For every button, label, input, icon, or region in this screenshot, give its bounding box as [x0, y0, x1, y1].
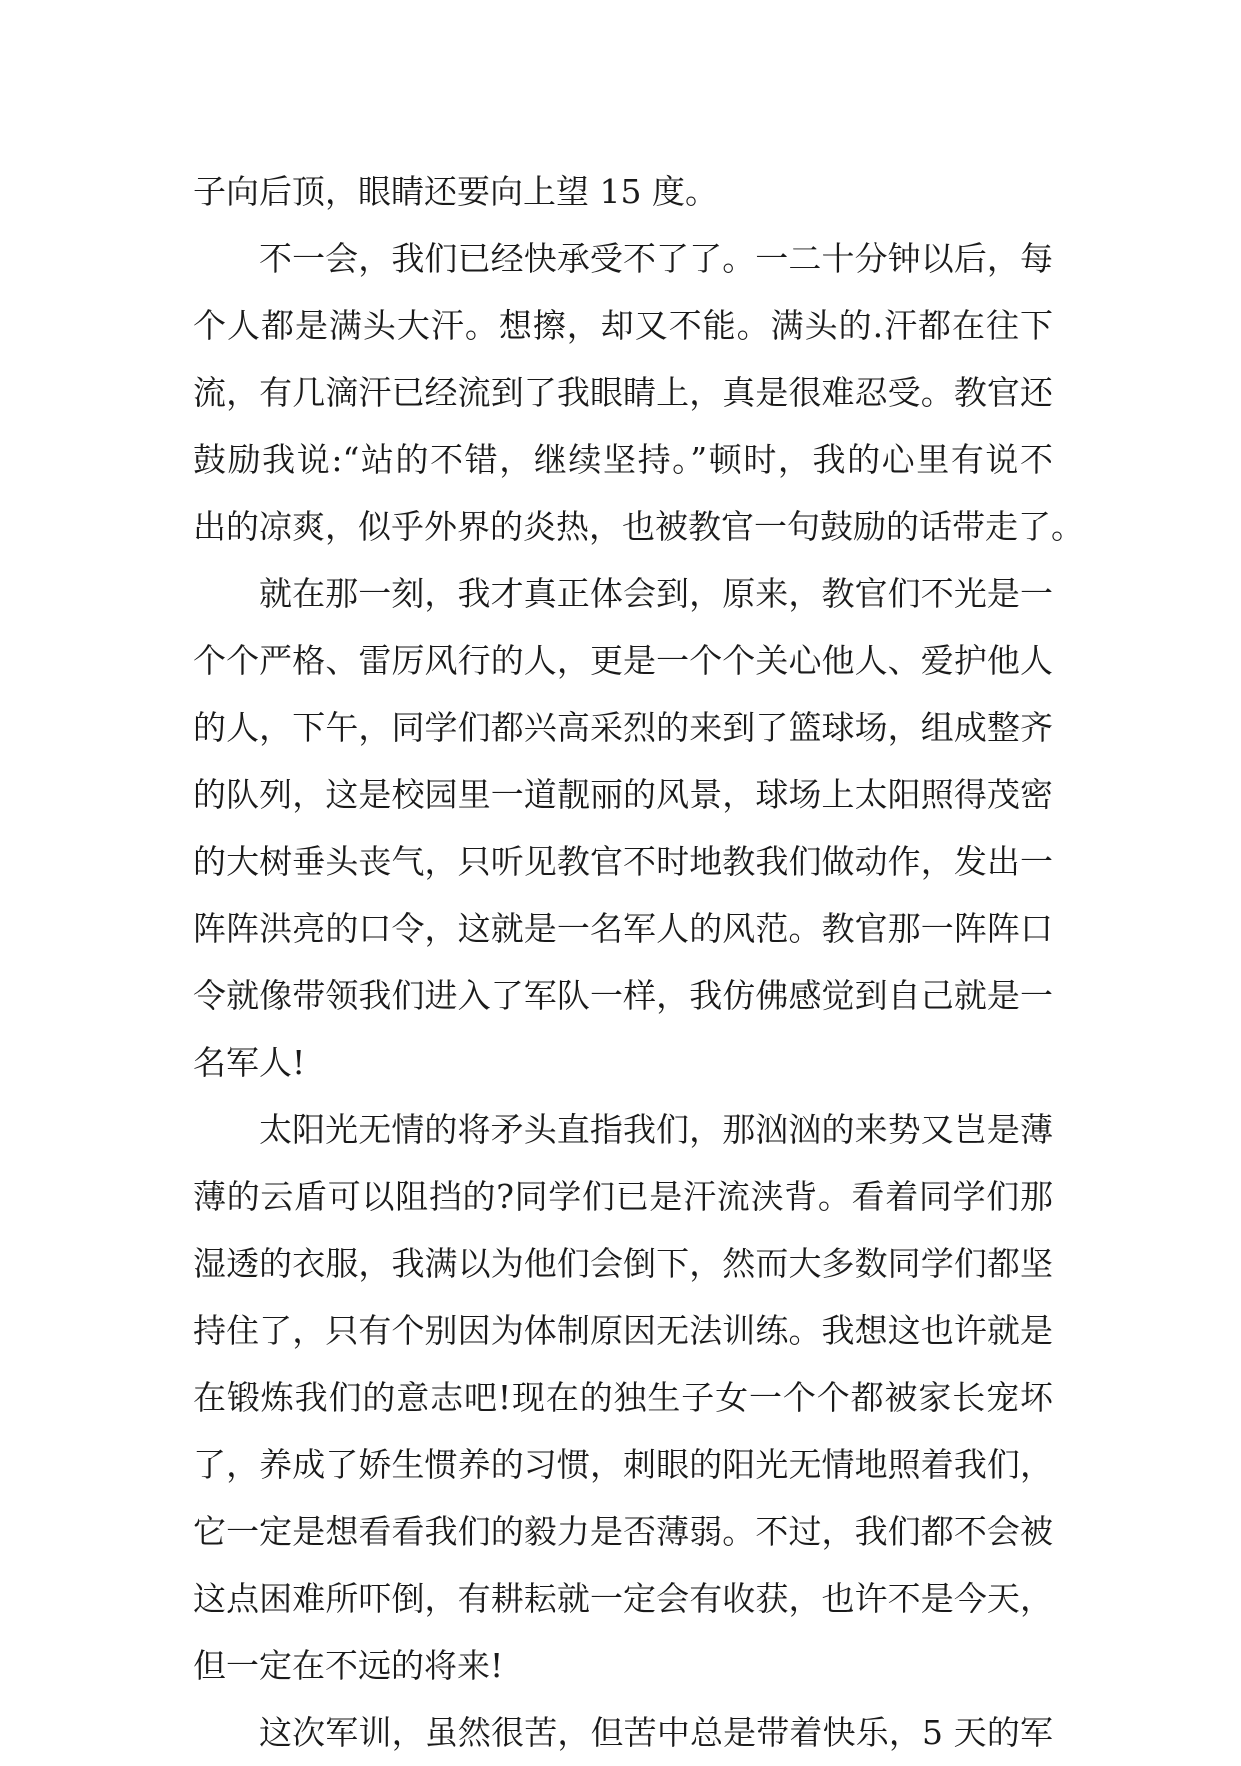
paragraph-5	[193, 1699, 1053, 1766]
document-body	[193, 158, 1084, 1766]
text-line: 太阳光无情的将矛头直指我们，那汹汹的来势又岂是薄	[259, 1110, 1053, 1149]
text-line: 湿透的衣服，我满以为他们会倒下，然而大多数同学们都坚	[193, 1244, 1053, 1283]
text-line: 不一会，我们已经快承受不了了。一二十分钟以后，每	[259, 239, 1053, 278]
text-line: 它一定是想看看我们的毅力是否薄弱。不过，我们都不会被	[193, 1512, 1053, 1551]
text-line: 的队列，这是校园里一道靓丽的风景，球场上太阳照得茂密	[193, 775, 1053, 814]
paragraph-4	[193, 1096, 1053, 1699]
text-line: 出的凉爽，似乎外界的炎热，也被教官一句鼓励的话带走了。	[193, 507, 1084, 546]
text-line: 但一定在不远的将来!	[193, 1646, 504, 1685]
text-line: 子向后顶，眼睛还要向上望 15 度。	[193, 172, 718, 211]
text-line: 了，养成了娇生惯养的习惯，刺眼的阳光无情地照着我们，	[193, 1445, 1053, 1484]
text-line: 流，有几滴汗已经流到了我眼睛上，真是很难忍受。教官还	[193, 373, 1053, 412]
text-line: 个人都是满头大汗。想擦，却又不能。满头的.汗都在往下	[193, 306, 1053, 345]
paragraph-1	[193, 158, 1053, 225]
text-line: 令就像带领我们进入了军队一样，我仿佛感觉到自己就是一	[193, 976, 1053, 1015]
text-line: 就在那一刻，我才真正体会到，原来，教官们不光是一	[259, 574, 1053, 613]
text-line: 个个严格、雷厉风行的人，更是一个个关心他人、爱护他人	[193, 641, 1053, 680]
text-line: 这点困难所吓倒，有耕耘就一定会有收获，也许不是今天，	[193, 1579, 1053, 1618]
text-line: 这次军训，虽然很苦，但苦中总是带着快乐，5 天的军	[259, 1713, 1053, 1752]
text-line: 名军人!	[193, 1043, 306, 1082]
text-line: 鼓励我说:“站的不错，继续坚持。”顿时，我的心里有说不	[193, 440, 1053, 479]
text-line: 的大树垂头丧气，只听见教官不时地教我们做动作，发出一	[193, 842, 1053, 881]
paragraph-2	[193, 225, 1084, 560]
text-line: 阵阵洪亮的口令，这就是一名军人的风范。教官那一阵阵口	[193, 909, 1053, 948]
paragraph-3	[193, 560, 1053, 1096]
text-line: 的人，下午，同学们都兴高采烈的来到了篮球场，组成整齐	[193, 708, 1053, 747]
text-line: 持住了，只有个别因为体制原因无法训练。我想这也许就是	[193, 1311, 1053, 1350]
text-line: 薄的云盾可以阻挡的?同学们已是汗流浃背。看着同学们那	[193, 1177, 1053, 1216]
text-line: 在锻炼我们的意志吧!现在的独生子女一个个都被家长宠坏	[193, 1378, 1053, 1417]
